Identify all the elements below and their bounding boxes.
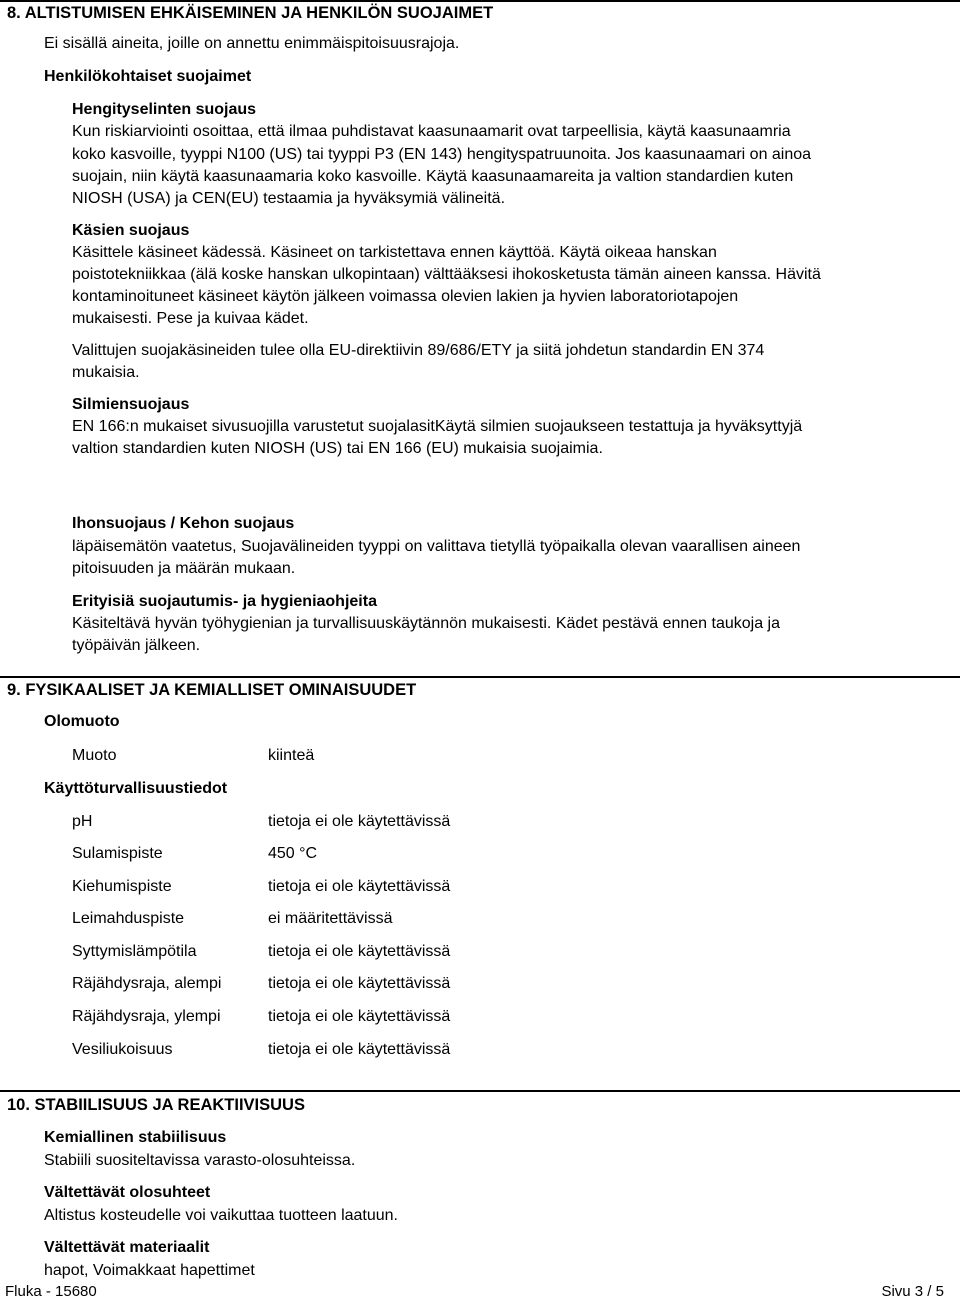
property-label: Räjähdysraja, ylempi — [72, 1008, 221, 1025]
materials-heading: Vältettävät materiaalit — [44, 1239, 210, 1256]
property-value: tietoja ei ole käytettävissä — [268, 1041, 451, 1058]
hands-line: Käsittele käsineet kädessä. Käsineet on tarkistettava ennen käyttöä. Käytä oikeaa hanskan — [72, 244, 717, 261]
skin-heading: Ihonsuojaus / Kehon suojaus — [72, 515, 295, 532]
materials-text: hapot, Voimakkaat hapettimet — [44, 1262, 255, 1279]
section-10-title: 10. STABIILISUUS JA REAKTIIVISUUS — [7, 1096, 305, 1114]
appearance-heading: Olomuoto — [44, 713, 120, 730]
skin-line: läpäisemätön vaatetus, Suojavälineiden tyyppi on valittava tietyllä työpaikalla olevan vaarallisen aineen — [72, 538, 801, 555]
hands-line: kontaminoituneet käsineet käytön jälkeen voimassa olevien lakien ja hyvien laboratoriotapojen — [72, 288, 739, 305]
hands-line: mukaisesti. Pese ja kuivaa kädet. — [72, 310, 309, 327]
property-value: ei määritettävissä — [268, 910, 393, 927]
property-value: tietoja ei ole käytettävissä — [268, 1008, 451, 1025]
safety-data-heading: Käyttöturvallisuustiedot — [44, 780, 228, 797]
respiratory-line: koko kasvoille, tyyppi N100 (US) tai tyyppi P3 (EN 143) hengityspatruunoita. Jos kaasunaamari on ainoa — [72, 146, 812, 163]
property-label: Vesiliukoisuus — [72, 1041, 173, 1058]
property-value: 450 °C — [268, 845, 318, 862]
hands-directive-line: Valittujen suojakäsineiden tulee olla EU-direktiivin 89/686/ETY ja siitä johdetun standardin EN 374 — [72, 342, 765, 359]
eyes-heading: Silmiensuojaus — [72, 396, 190, 413]
hands-heading: Käsien suojaus — [72, 222, 190, 239]
section-8-top-rule — [0, 0, 960, 2]
respiratory-line: Kun riskiarviointi osoittaa, että ilmaa puhdistavat kaasunaamarit ovat tarpeellisia, käytä kaasunaamria — [72, 123, 791, 140]
eyes-line: EN 166:n mukaiset sivusuojilla varustetut suojalasitKäytä silmien suojaukseen testattuja ja hyväksyttyjä — [72, 418, 803, 435]
property-label: Syttymislämpötila — [72, 943, 197, 960]
property-value: tietoja ei ole käytettävissä — [268, 975, 451, 992]
section-10-top-rule — [0, 1090, 960, 1092]
conditions-text: Altistus kosteudelle voi vaikuttaa tuotteen laatuun. — [44, 1207, 398, 1224]
property-value: tietoja ei ole käytettävissä — [268, 813, 451, 830]
property-value: tietoja ei ole käytettävissä — [268, 878, 451, 895]
conditions-heading: Vältettävät olosuhteet — [44, 1184, 211, 1201]
hygiene-heading: Erityisiä suojautumis- ja hygieniaohjeita — [72, 593, 377, 610]
hygiene-line: työpäivän jälkeen. — [72, 637, 201, 654]
property-label: Räjähdysraja, alempi — [72, 975, 222, 992]
section-9-title: 9. FYSIKAALISET JA KEMIALLISET OMINAISUUDET — [7, 681, 417, 699]
respiratory-line: NIOSH (USA) ja CEN(EU) testaamia ja hyväksymiä välineitä. — [72, 190, 506, 207]
section-8-title: 8. ALTISTUMISEN EHKÄISEMINEN JA HENKILÖN SUOJAIMET — [7, 4, 494, 22]
stability-text: Stabiili suositeltavissa varasto-olosuhteissa. — [44, 1152, 356, 1169]
property-label: Kiehumispiste — [72, 878, 172, 895]
property-label: pH — [72, 813, 93, 830]
respiratory-line: suojain, niin käytä kaasunaamaria koko kasvoille. Käytä kaasunaamareita ja valtion standardien kuten — [72, 168, 794, 185]
personal-protection-heading: Henkilökohtaiset suojaimet — [44, 68, 252, 85]
footer-product-id: Fluka - 15680 — [5, 1283, 97, 1300]
form-label: Muoto — [72, 747, 117, 764]
property-value: tietoja ei ole käytettävissä — [268, 943, 451, 960]
section-8-intro: Ei sisällä aineita, joille on annettu enimmäispitoisuusrajoja. — [44, 35, 460, 52]
respiratory-heading: Hengityselinten suojaus — [72, 101, 257, 118]
property-label: Sulamispiste — [72, 845, 163, 862]
property-label: Leimahduspiste — [72, 910, 185, 927]
stability-heading: Kemiallinen stabiilisuus — [44, 1129, 227, 1146]
skin-line: pitoisuuden ja määrän mukaan. — [72, 560, 296, 577]
hygiene-line: Käsiteltävä hyvän työhygienian ja turvallisuuskäytännön mukaisesti. Kädet pestävä ennen taukoja ja — [72, 615, 780, 632]
footer-page-number: Sivu 3 / 5 — [881, 1283, 944, 1300]
section-9-top-rule — [0, 676, 960, 678]
form-value: kiinteä — [268, 747, 315, 764]
hands-directive-line: mukaisia. — [72, 364, 140, 381]
eyes-line: valtion standardien kuten NIOSH (US) tai EN 166 (EU) mukaisia suojaimia. — [72, 440, 603, 457]
hands-line: poistotekniikkaa (älä koske hanskan ulkopintaan) välttääksesi ihokosketusta tämän aineen kanssa. Hävitä — [72, 266, 821, 283]
